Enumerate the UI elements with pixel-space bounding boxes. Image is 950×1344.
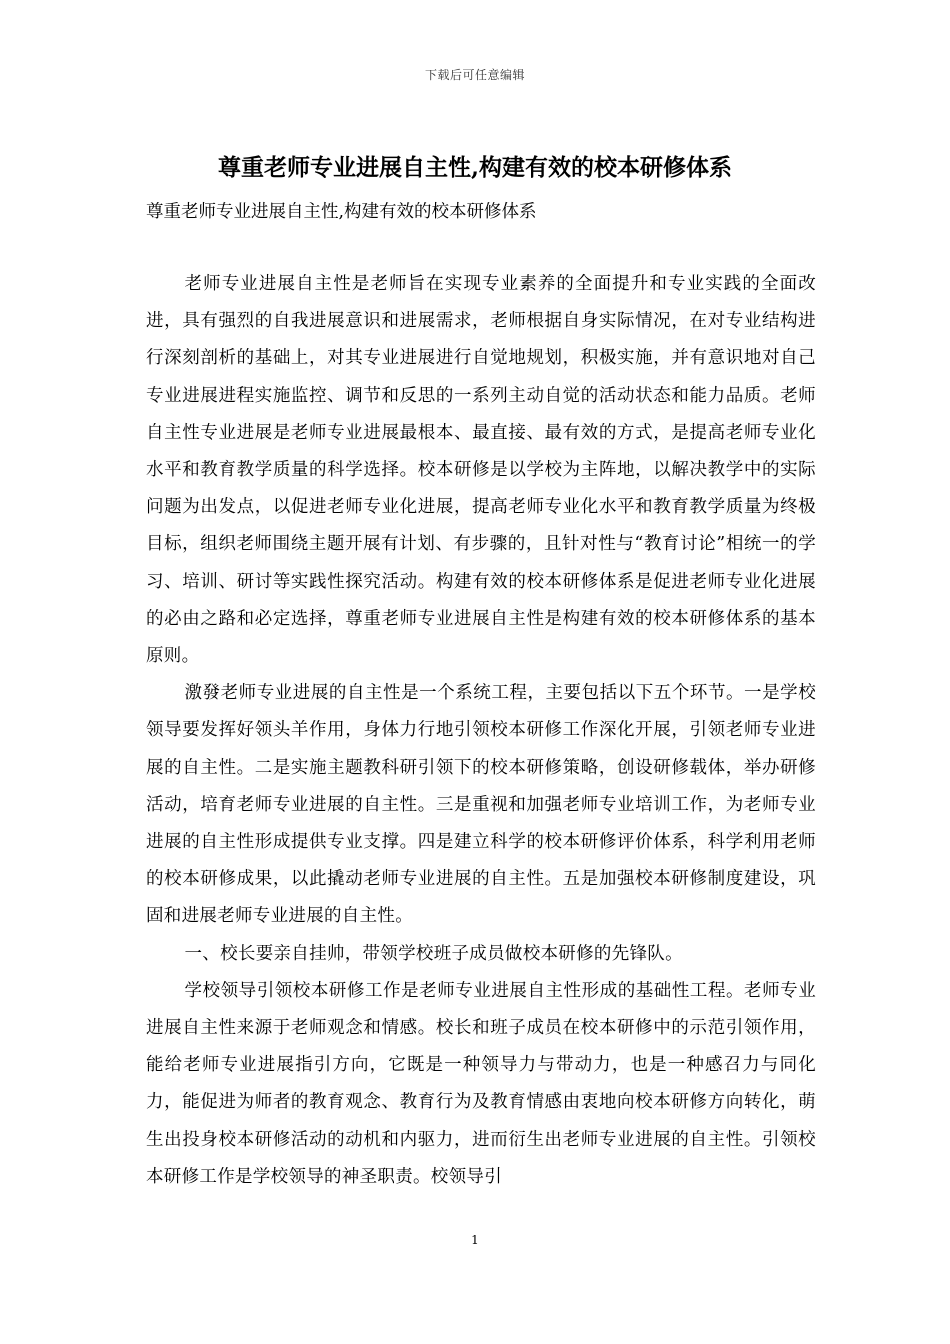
- paragraph-leadership: 学校领导引领校本研修工作是老师专业进展自主性形成的基础性工程。老师专业进展自主性来源于老师观念和情感。校长和班子成员在校本研修中的示范引领作用，能给老师专业进展指引方向，它既是一种领导力与带动力，也是一种感召力与同化力，能促进为师者的教育观念、教育行为及教育情感由衷地向校本研修方向转化，萌生出投身校本研修活动的动机和内驱力，进而衍生出老师专业进展的自主性。引领校本研修工作是学校领导的神圣职责。校领导引: [146, 980, 816, 1187]
- document-title: 尊重老师专业进展自主性,构建有效的校本研修体系: [217, 154, 732, 181]
- page-number: 1: [471, 1233, 479, 1247]
- document-body: [146, 266, 816, 1196]
- paragraph-intro: 老师专业进展自主性是老师旨在实现专业素养的全面提升和专业实践的全面改进，具有强烈的自我进展意识和进展需求，老师根据自身实际情况，在对专业结构进行深刻剖析的基础上，对其专业进展进行自觉地规划，积极实施，并有意识地对自己专业进展进程实施监控、调节和反思的一系列主动自觉的活动状态和能力品质。老师自主性专业进展是老师专业进展最根本、最直接、最有效的方式，是提高老师专业化水平和教育教学质量的科学选择。校本研修是以学校为主阵地，以解决教学中的实际问题为出发点，以促进老师专业化进展，提高老师专业化水平和教育教学质量为终极目标，组织老师围绕主题开展有计划、有步骤的，且针对性与“教育讨论”相统一的学习、培训、研讨等实践性探究活动。构建有效的校本研修体系是促进老师专业化进展的必由之路和必定选择，尊重老师专业进展自主性是构建有效的校本研修体系的基本原则。: [146, 274, 816, 667]
- paragraph-five-steps: 激發老师专业进展的自主性是一个系统工程，主要包括以下五个环节。一是学校领导要发挥好领头羊作用，身体力行地引领校本研修工作深化开展，引领老师专业进展的自主性。二是实施主题教科研引领下的校本研修策略，创设研修载体，举办研修活动，培育老师专业进展的自主性。三是重视和加强老师专业培训工作，为老师专业进展的自主性形成提供专业支撑。四是建立科学的校本研修评价体系，科学利用老师的校本研修成果，以此撬动老师专业进展的自主性。五是加强校本研修制度建设，巩固和进展老师专业进展的自主性。: [146, 683, 816, 927]
- document-subtitle: 尊重老师专业进展自主性,构建有效的校本研修体系: [146, 202, 537, 222]
- section-heading-one: 一、校长要亲自挂帅，带领学校班子成员做校本研修的先锋队。: [184, 943, 683, 964]
- page-header: 下载后可任意编辑: [424, 68, 525, 82]
